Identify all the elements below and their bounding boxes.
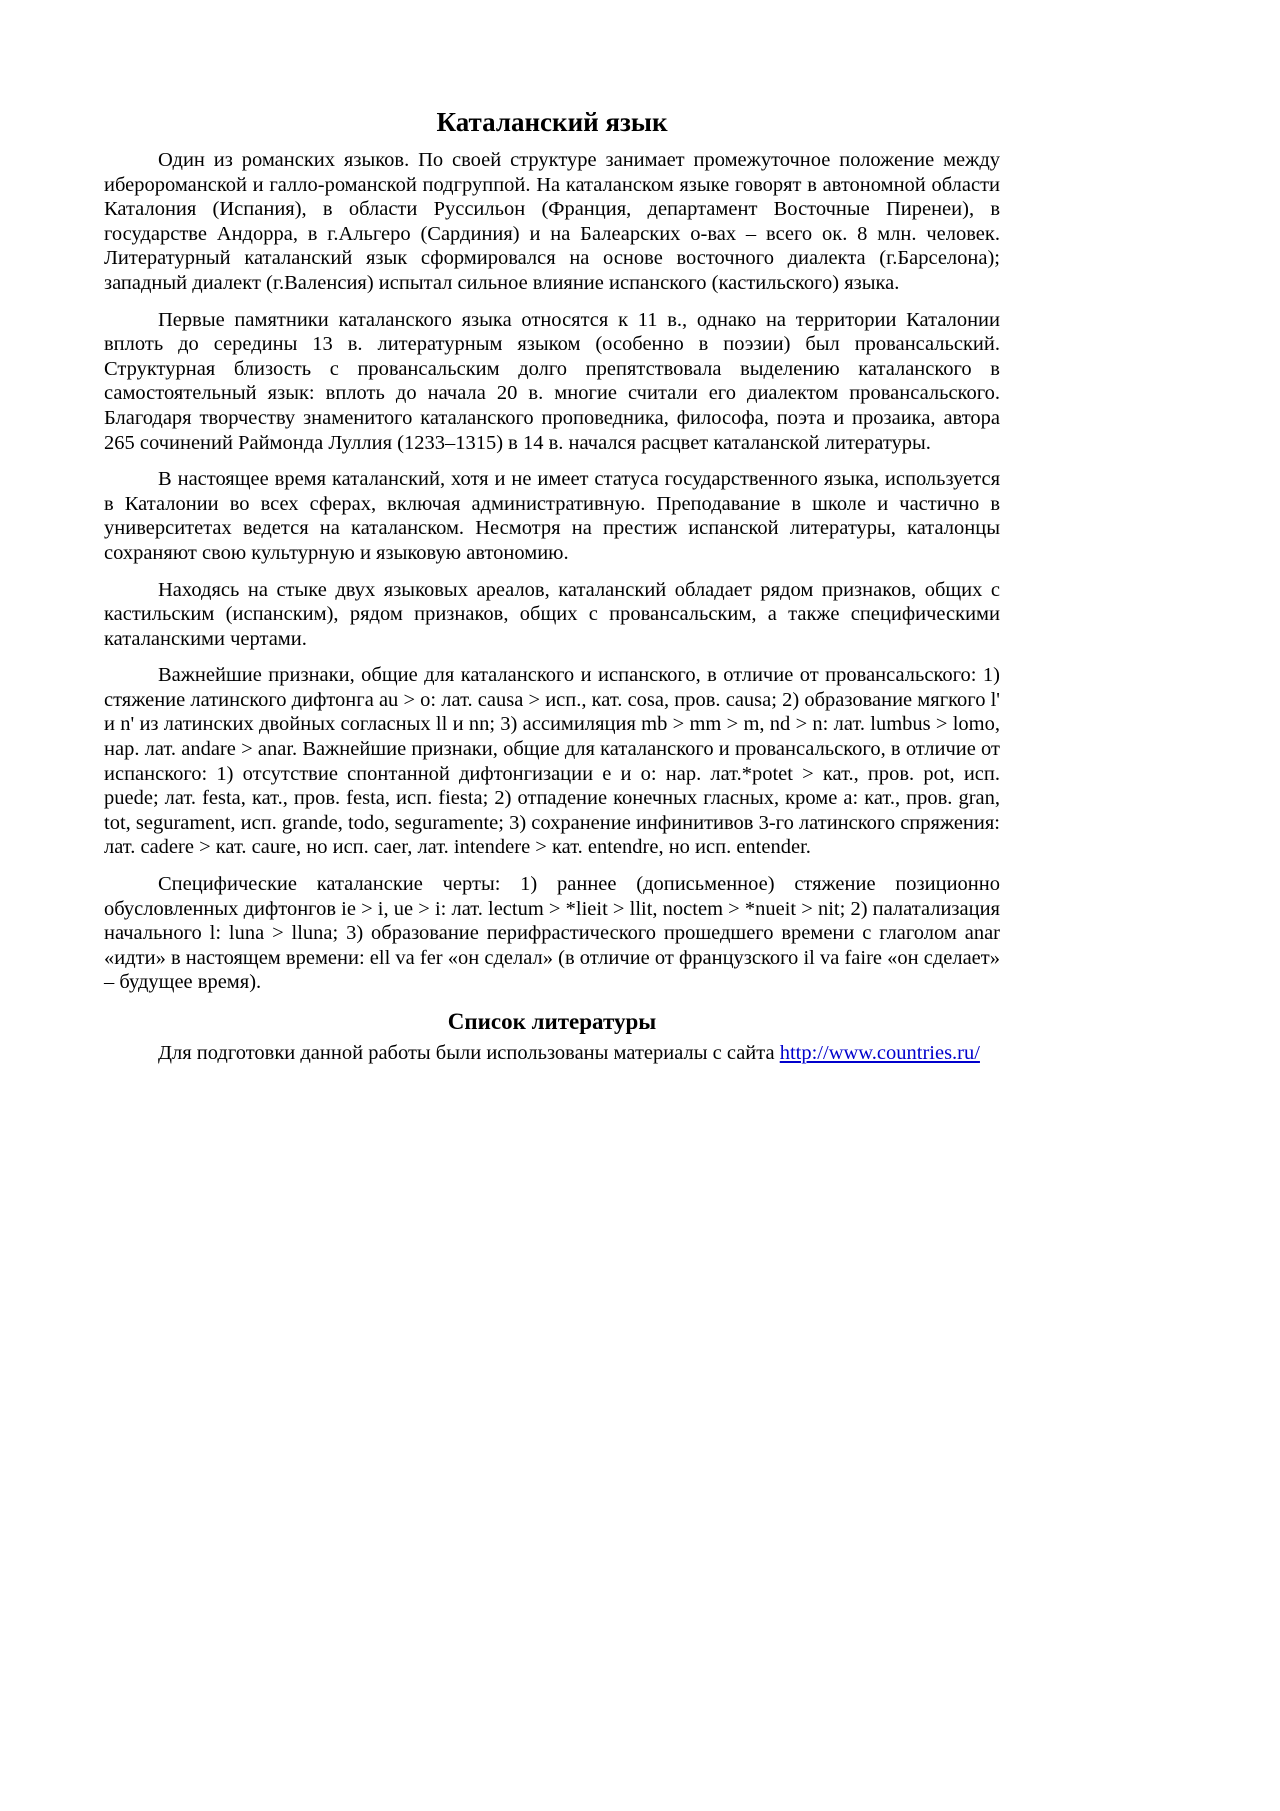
references-heading: Список литературы <box>447 1009 657 1034</box>
references-link[interactable]: http://www.countries.ru/ <box>779 1042 980 1064</box>
paragraph-status: В настоящее время каталанский, хотя и не имеет статуса государственного языка, используется в Каталонии во всех сферах, включая административную. Преподавание в школе и частично в университетах ведется на каталанском. Несмотря на престиж испанской литературы, каталонцы сохраняют свою культурную и языковую автономию. <box>104 468 1000 564</box>
paragraph-specific-features: Специфические каталанские черты: 1) раннее (дописьменное) стяжение позиционно обусловленных дифтонгов ie > i, ue > i: лат. lectum > *lieit > llit, noctem > *nueit > nit; 2) палатализация начального l: luna > lluna; 3) образование перифрастического прошедшего времени с глаголом anar «идти» в настоящем времени: ell va fer «он сделал» (в отличие от французского il va faire «он сделает» – будущее время). <box>104 873 1000 994</box>
document-page <box>104 106 1000 1078</box>
references-text: Для подготовки данной работы были использованы материалы с сайта <box>158 1042 780 1064</box>
references-paragraph <box>104 1041 1000 1066</box>
paragraph-intro: Один из романских языков. По своей структуре занимает промежуточное положение между иберороманской и галло-романской подгруппой. На каталанском языке говорят в автономной области Каталония (Испания), в области Руссильон (Франция, департамент Восточные Пиренеи), в государстве Андорра, в г.Альгеро (Сардиния) и на Балеарских о-вах – всего ок. 8 млн. человек. Литературный каталанский язык сформировался на основе восточного диалекта (г.Барселона); западный диалект (г.Валенсия) испытал сильное влияние испанского (кастильского) языка. <box>104 149 1000 294</box>
paragraph-history: Первые памятники каталанского языка относятся к 11 в., однако на территории Каталонии вплоть до середины 13 в. литературным языком (особенно в поэзии) был провансальский. Структурная близость с провансальским долго препятствовала выделению каталанского в самостоятельный язык: вплоть до начала 20 в. многие считали его диалектом провансальского. Благодаря творчеству знаменитого каталанского проповедника, философа, поэта и прозаика, автора 265 сочинений Раймонда Луллия (1233–1315) в 14 в. начался расцвет каталанской литературы. <box>104 308 1000 454</box>
document-title: Каталанский язык <box>436 107 668 137</box>
paragraph-features-intro: Находясь на стыке двух языковых ареалов, каталанский обладает рядом признаков, общих с кастильским (испанским), рядом признаков, общих с провансальским, а также специфическими каталанскими чертами. <box>104 578 1000 650</box>
paragraph-common-features: Важнейшие признаки, общие для каталанского и испанского, в отличие от провансальского: 1) стяжение латинского дифтонга au > o: лат. causa > исп., кат. cosa, пров. causa; 2) образование мягкого l' и n' из латинских двойных согласных ll и nn; 3) ассимиляция mb > mm > m, nd > n: лат. lumbus > lomo, нар. лат. andare > anar. Важнейшие признаки, общие для каталанского и провансальского, в отличие от испанского: 1) отсутствие спонтанной дифтонгизации e и o: нар. лат.*potet > кат., пров. pot, исп. puede; лат. festa, кат., пров. festa, исп. fiesta; 2) отпадение конечных гласных, кроме a: кат., пров. gran, tot, segurament, исп. grande, todo, seguramente; 3) сохранение инфинитивов 3-го латинского спряжения: лат. cadere > кат. caure, но исп. caer, лат. intendere > кат. entendre, но исп. entender. <box>104 664 1000 859</box>
